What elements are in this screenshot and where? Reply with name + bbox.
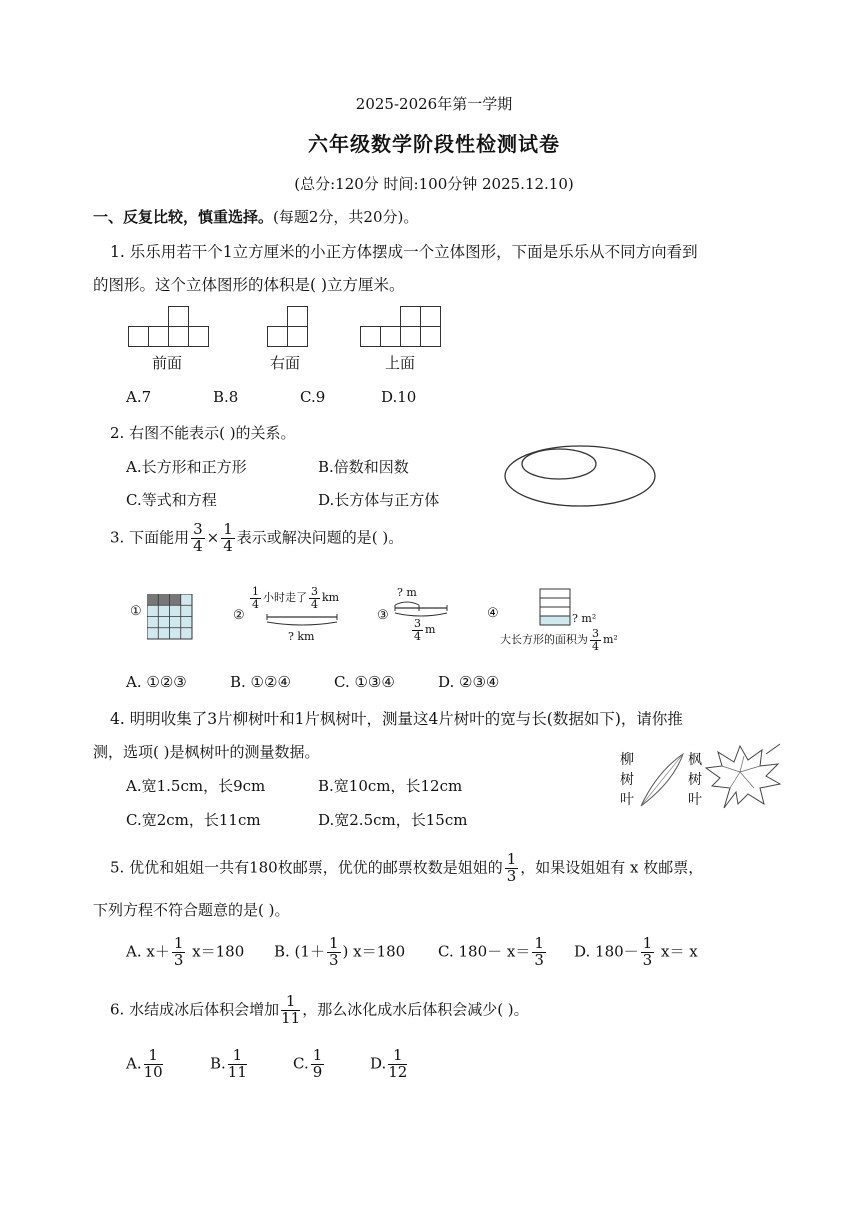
front-view-figure <box>128 306 208 346</box>
q2-text: 2. 右图不能表示( )的关系。 <box>110 424 296 442</box>
q6-fraction: $\frac{1}{11}$ <box>281 992 301 1027</box>
q1-option-a[interactable]: A.7 <box>126 388 152 406</box>
fig4-caption: 大长方形的面积为 $\frac{3}{4}$ m² <box>500 627 618 653</box>
q2-option-a[interactable]: A.长方形和正方形 <box>126 458 247 476</box>
fig2-bottom-text: ? km <box>288 630 315 643</box>
maple-leaf-image <box>704 742 784 812</box>
top-view-figure <box>360 306 442 346</box>
q5-fraction: $\frac{1}{3}$ <box>506 850 517 885</box>
q1-option-b[interactable]: B.8 <box>213 388 239 406</box>
q3-option-b[interactable]: B. ①②④ <box>230 673 291 691</box>
q1-text-line2: 的图形。这个立体图形的体积是( )立方厘米。 <box>93 276 405 294</box>
fig2-top-text: $\frac{1}{4}$ 小时走了 $\frac{3}{4}$ km <box>252 585 340 611</box>
venn-ellipse-diagram <box>503 444 658 508</box>
right-view-figure <box>267 306 309 346</box>
q6-option-b[interactable]: B. $\frac{1}{11}$ <box>210 1046 247 1081</box>
section-title: 一、反复比较，慎重选择。 <box>93 208 274 226</box>
willow-leaf-label: 柳树叶 <box>620 752 634 808</box>
q4-option-c[interactable]: C.宽2cm，长11cm <box>126 811 261 829</box>
front-view-label: 前面 <box>152 354 183 372</box>
fig4-label: ④ <box>487 606 499 621</box>
fig3-bottom-text: $\frac{3}{4}$ m <box>414 617 436 643</box>
section-note: (每题2分，共20分)。 <box>273 208 419 226</box>
exam-info: (总分:120分 时间:100分钟 2025.12.10) <box>294 175 574 193</box>
q1-text-line1: 1. 乐乐用若干个1立方厘米的小正方体摆成一个立体图形，下面是乐乐从不同方向看到 <box>110 243 698 261</box>
fig3-top-text: ? m <box>397 586 417 599</box>
q2-option-b[interactable]: B.倍数和因数 <box>318 458 409 476</box>
q6-option-a[interactable]: A. $\frac{1}{10}$ <box>126 1046 163 1081</box>
q1-option-c[interactable]: C.9 <box>300 388 326 406</box>
q6-option-c[interactable]: C. $\frac{1}{9}$ <box>293 1046 323 1081</box>
q6-text: 6. 水结成冰后体积会增加 $\frac{1}{11}$ ，那么冰化成水后体积会减少( )。 <box>110 992 529 1027</box>
stacked-rectangle-figure <box>539 588 573 628</box>
q4-text-line1: 4. 明明收集了3片柳树叶和1片枫树叶，测量这4片树叶的宽与长(数据如下)，请你推 <box>110 710 683 728</box>
q4-option-d[interactable]: D.宽2.5cm，长15cm <box>318 811 468 829</box>
shaded-grid-figure <box>147 594 193 640</box>
q3-option-c[interactable]: C. ①③④ <box>334 673 395 691</box>
q1-option-d[interactable]: D.10 <box>381 388 417 406</box>
page-title: 六年级数学阶段性检测试卷 <box>308 132 560 156</box>
top-view-label: 上面 <box>385 354 416 372</box>
q3-option-a[interactable]: A. ①②③ <box>126 673 187 691</box>
q6-option-d[interactable]: D. $\frac{1}{12}$ <box>370 1046 408 1081</box>
q2-option-c[interactable]: C.等式和方程 <box>126 491 217 509</box>
fig2-label: ② <box>233 608 245 623</box>
line-segment-figure-3 <box>393 598 451 620</box>
maple-leaf-label: 枫树叶 <box>688 752 702 808</box>
line-segment-figure-2 <box>265 614 340 630</box>
q3-text: 3. 下面能用 $\frac{3}{4}$ × $\frac{1}{4}$ 表示或解决问题的是( )。 <box>110 520 404 555</box>
q4-option-b[interactable]: B.宽10cm，长12cm <box>318 777 463 795</box>
q3-fraction-2: $\frac{1}{4}$ <box>223 520 233 555</box>
willow-leaf-image <box>637 750 687 810</box>
exam-term: 2025-2026年第一学期 <box>355 95 513 113</box>
fig4-question: ? m² <box>572 612 597 625</box>
q3-fraction-1: $\frac{3}{4}$ <box>193 520 203 555</box>
q2-option-d[interactable]: D.长方体与正方体 <box>318 491 440 509</box>
q5-option-a[interactable]: A. x＋ $\frac{1}{3}$ x＝180 <box>126 934 245 969</box>
q5-text-line1: 5. 优优和姐姐一共有180枚邮票，优优的邮票枚数是姐姐的 $\frac{1}{3}$ ，如果设姐姐有 x 枚邮票， <box>110 850 704 885</box>
q5-option-b[interactable]: B. (1＋ $\frac{1}{3}$ ) x＝180 <box>274 934 406 969</box>
fig1-label: ① <box>130 604 142 619</box>
q3-option-d[interactable]: D. ②③④ <box>438 673 500 691</box>
q4-option-a[interactable]: A.宽1.5cm，长9cm <box>126 777 266 795</box>
q5-option-d[interactable]: D. 180－ $\frac{1}{3}$ x＝ x <box>574 934 698 969</box>
q5-option-c[interactable]: C. 180－ x＝ $\frac{1}{3}$ <box>438 934 544 969</box>
q5-text-line2: 下列方程不符合题意的是( )。 <box>93 901 290 919</box>
q4-text-line2: 测，选项( )是枫树叶的测量数据。 <box>93 743 320 761</box>
right-view-label: 右面 <box>270 354 301 372</box>
section-heading <box>93 206 418 227</box>
fig3-label: ③ <box>377 608 389 623</box>
